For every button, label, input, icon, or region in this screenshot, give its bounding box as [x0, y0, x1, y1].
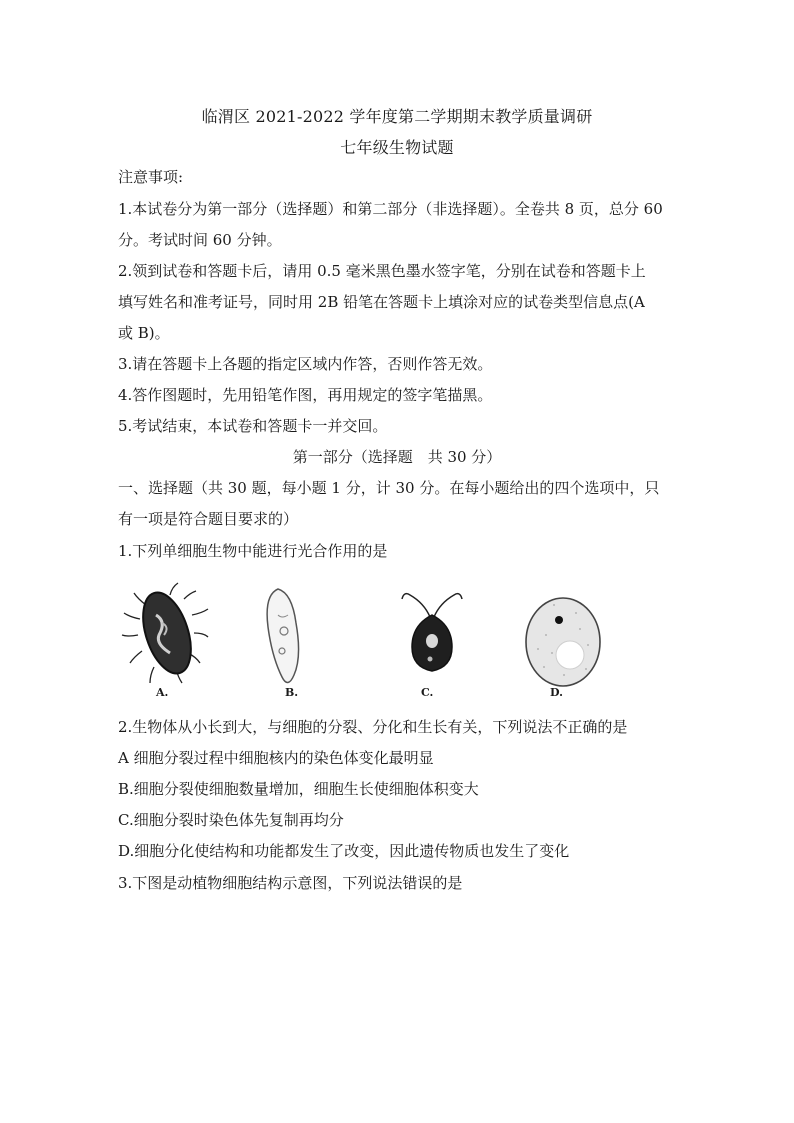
- paramecium-illustration: [267, 589, 298, 683]
- note-line: 填写姓名和准考证号，同时用 2B 铅笔在答题卡上填涂对应的试卷类型信息点(A: [118, 293, 645, 311]
- part1-intro: 一、选择题（共 30 题，每小题 1 分，计 30 分。在每小题给出的四个选项中，只: [118, 479, 660, 497]
- part1-heading: 第一部分（选择题 共 30 分）: [292, 448, 502, 466]
- note-line: 3.请在答题卡上各题的指定区域内作答，否则作答无效。: [118, 355, 493, 373]
- bacterium-illustration: [122, 583, 208, 683]
- part1-intro: 有一项是符合题目要求的）: [118, 510, 299, 528]
- chlamydomonas-illustration: [402, 594, 462, 671]
- exam-subtitle: 七年级生物试题: [340, 138, 454, 157]
- question-2-stem: 2.生物体从小长到大，与细胞的分裂、分化和生长有关，下列说法不正确的是: [118, 718, 628, 736]
- note-line: 分。考试时间 60 分钟。: [118, 231, 282, 249]
- option-b-label: B.: [285, 686, 299, 699]
- note-line: 1.本试卷分为第一部分（选择题）和第二部分（非选择题）。全卷共 8 页，总分 60: [118, 200, 663, 218]
- notes-heading: 注意事项:: [118, 168, 184, 186]
- option-d-label: D.: [550, 686, 563, 699]
- question-2-option-d: D.细胞分化使结构和功能都发生了改变，因此遗传物质也发生了变化: [118, 842, 570, 860]
- question-2-option-c: C.细胞分裂时染色体先复制再均分: [118, 811, 344, 829]
- note-line: 4.答作图题时，先用铅笔作图，再用规定的签字笔描黑。: [118, 386, 493, 404]
- yeast-illustration: [526, 598, 600, 686]
- q1-figure: [118, 575, 638, 705]
- question-2-option-b: B.细胞分裂使细胞数量增加，细胞生长使细胞体积变大: [118, 780, 479, 798]
- note-line: 2.领到试卷和答题卡后，请用 0.5 毫米黑色墨水签字笔，分别在试卷和答题卡上: [118, 262, 646, 280]
- option-a-label: A.: [156, 686, 169, 699]
- option-c-label: C.: [421, 686, 434, 699]
- question-2-option-a: A 细胞分裂过程中细胞核内的染色体变化最明显: [118, 749, 434, 767]
- note-line: 5.考试结束，本试卷和答题卡一并交回。: [118, 417, 388, 435]
- question-3-stem: 3.下图是动植物细胞结构示意图，下列说法错误的是: [118, 874, 463, 892]
- note-line: 或 B)。: [118, 324, 170, 342]
- exam-title: 临渭区 2021-2022 学年度第二学期期末教学质量调研: [201, 107, 593, 126]
- question-1-stem: 1.下列单细胞生物中能进行光合作用的是: [118, 542, 388, 560]
